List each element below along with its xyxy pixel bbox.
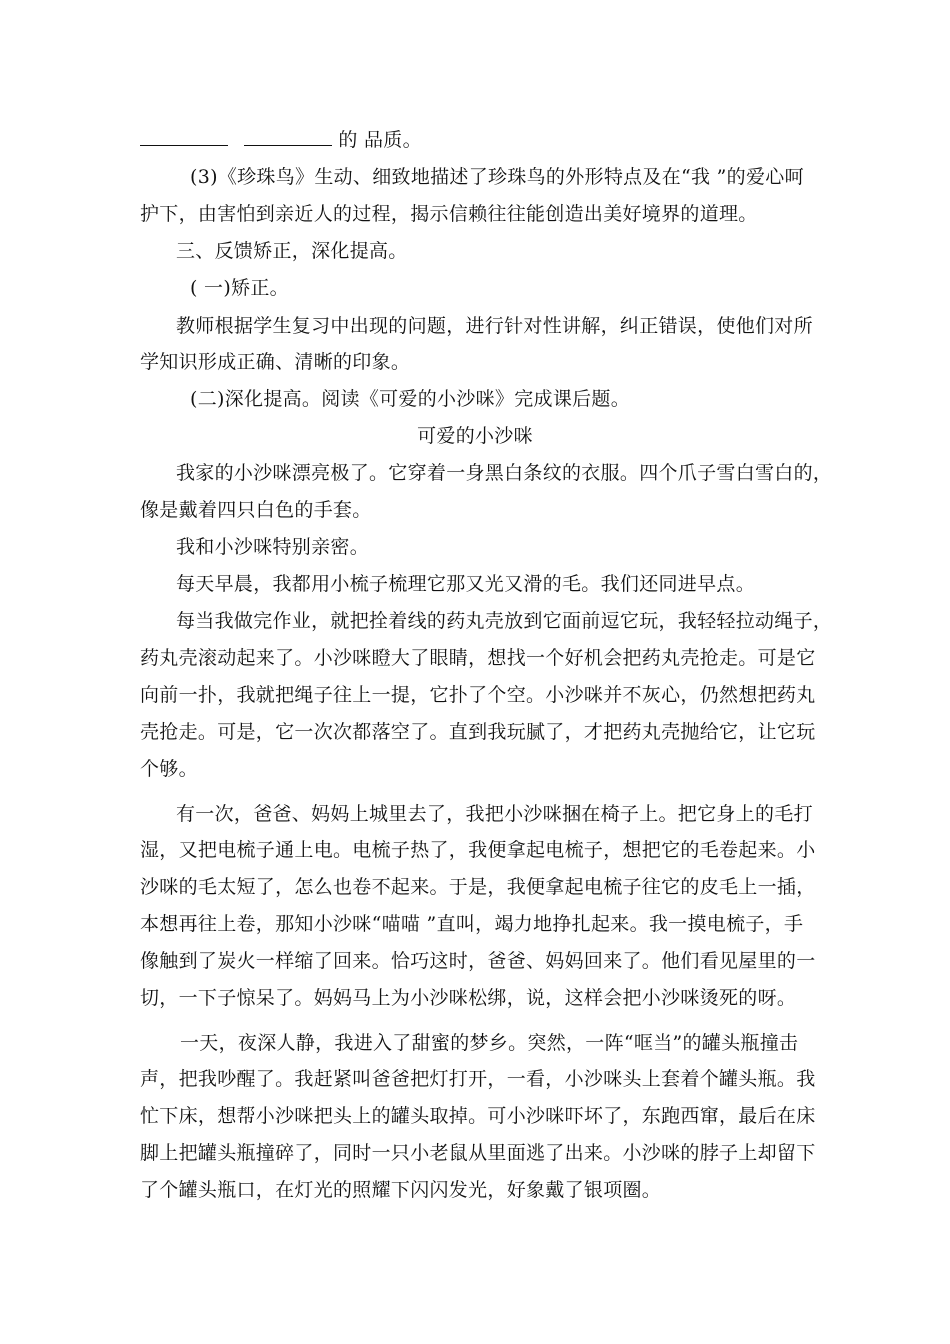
text-line: 本想再往上卷，那知小沙咪“喵喵 ”直叫，竭力地挣扎起来。我一摸电梳子，手 [140,913,804,935]
text-line: 向前一扑，我就把绳子往上一提，它扑了个空。小沙咪并不灰心，仍然想把药丸 [140,684,816,706]
text-line: (3)《珍珠鸟》生动、细致地描述了珍珠鸟的外形特点及在“我 ”的爱心呵 [190,166,804,188]
text-line: 忙下床，想帮小沙咪把头上的罐头取掉。可小沙咪吓坏了，东跑西窜，最后在床 [140,1105,816,1127]
text-line: 沙咪的毛太短了，怎么也卷不起来。于是，我便拿起电梳子往它的皮毛上一插， [140,876,816,898]
text-line: 学知识形成正确、清晰的印象。 [140,351,411,373]
answer-blank[interactable] [244,127,332,146]
text-line: 脚上把罐头瓶撞碎了，同时一只小老鼠从里面逃了出来。小沙咪的脖子上却留下 [140,1142,816,1164]
text-line: 壳抢走。可是，它一次次都落空了。直到我玩腻了，才把药丸壳抛给它，让它玩 [140,721,816,743]
text-line: 我家的小沙咪漂亮极了。它穿着一身黑白条纹的衣服。四个爪子雪白雪白的， [176,462,833,484]
answer-blank[interactable] [140,127,228,146]
text-line: 像是戴着四只白色的手套。 [140,499,372,521]
text-line: 湿，又把电梳子通上电。电梳子热了，我便拿起电梳子，想把它的毛卷起来。小 [140,839,816,861]
text-line: 有一次，爸爸、妈妈上城里去了，我把小沙咪捆在椅子上。把它身上的毛打 [176,803,813,825]
text-line: 教师根据学生复习中出现的问题，进行针对性讲解，纠正错误，使他们对所 [176,315,813,337]
text-line: 声，把我吵醒了。我赶紧叫爸爸把灯打开，一看，小沙咪头上套着个罐头瓶。我 [140,1068,816,1090]
subsection-heading: ( 一)矫正。 [190,277,289,299]
text-line: 护下，由害怕到亲近人的过程，揭示信赖往往能创造出美好境界的道理。 [140,203,758,225]
text-line: 了个罐头瓶口，在灯光的照耀下闪闪发光，好象戴了银项圈。 [140,1179,662,1201]
article-title: 可爱的小沙咪 [417,425,533,447]
subsection-heading: (二)深化提高。阅读《可爱的小沙咪》完成课后题。 [190,388,631,410]
section-heading: 三、反馈矫正，深化提高。 [176,240,408,262]
text-line: 一天，夜深人静，我进入了甜蜜的梦乡。突然，一阵“哐当”的罐头瓶撞击 [180,1032,799,1054]
text-line: 每天早晨，我都用小梳子梳理它那又光又滑的毛。我们还同进早点。 [176,573,756,595]
fill-in-blank-line [140,127,820,152]
text-line: 药丸壳滚动起来了。小沙咪瞪大了眼睛，想找一个好机会把药丸壳抢走。可是它 [140,647,816,669]
text-line: 的 品质。 [332,129,422,151]
text-line: 像触到了炭火一样缩了回来。恰巧这时，爸爸、妈妈回来了。他们看见屋里的一 [140,950,816,972]
text-line: 个够。 [140,758,198,780]
text-line: 每当我做完作业，就把拴着线的药丸壳放到它面前逗它玩，我轻轻拉动绳子， [176,610,833,632]
text-line: 我和小沙咪特别亲密。 [176,536,370,558]
text-line: 切，一下子惊呆了。妈妈马上为小沙咪松绑，说，这样会把小沙咪烫死的呀。 [140,987,797,1009]
